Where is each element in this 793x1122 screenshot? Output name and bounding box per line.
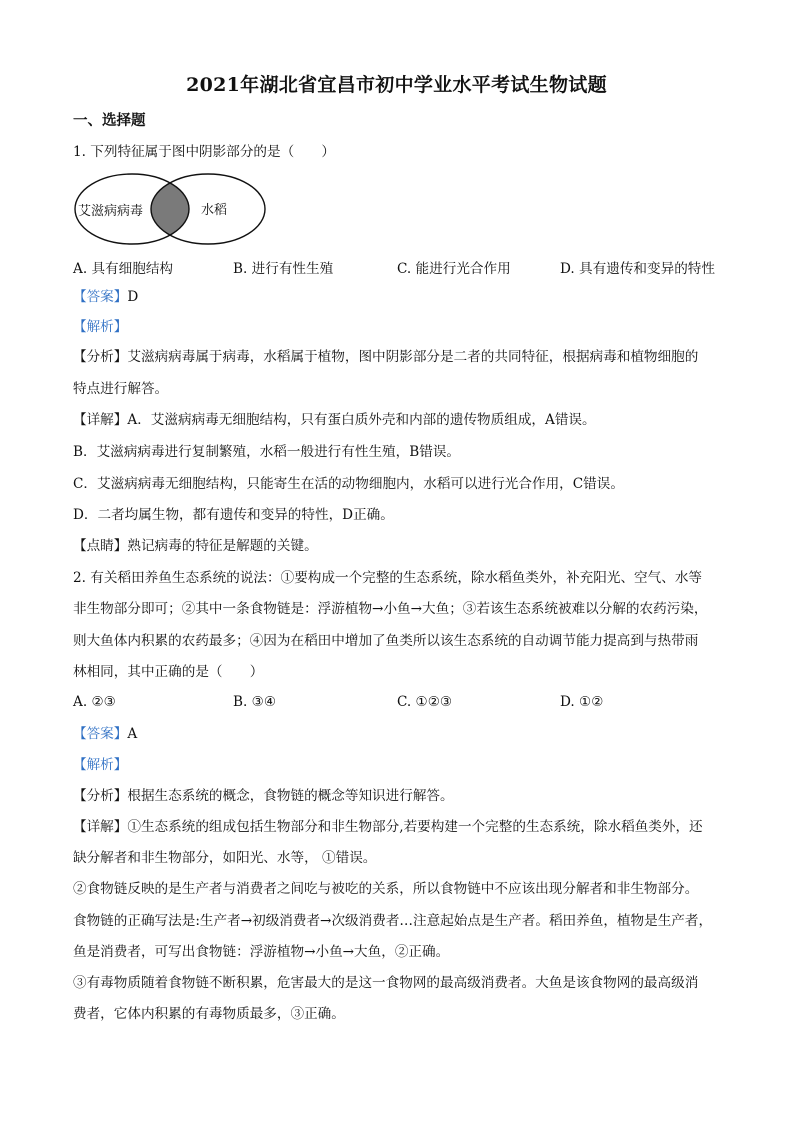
q1-explain-c: C．艾滋病病毒无细胞结构，只能寄生在活的动物细胞内，水稻可以进行光合作用，C错误。 bbox=[73, 476, 624, 492]
q1-explain-b: B．艾滋病病毒进行复制繁殖，水稻一般进行有性生殖，B错误。 bbox=[73, 444, 461, 460]
q1-stem: 1. 下列特征属于图中阴影部分的是（ ） bbox=[73, 144, 335, 160]
q2-fenxi bbox=[73, 787, 723, 805]
dianjing-tag: 【点睛】 bbox=[73, 538, 128, 554]
answer-value: D bbox=[127, 289, 139, 305]
q1-option-b: B. 进行有性生殖 bbox=[233, 261, 334, 277]
xiangjie-tag: 【详解】 bbox=[73, 412, 128, 428]
q1-option-a: A. 具有细胞结构 bbox=[73, 261, 174, 277]
q1-answer bbox=[73, 288, 723, 306]
xiangjie-text: ①生态系统的组成包括生物部分和非生物部分,若要构建一个完整的生态系统，除水稻鱼类外，还 bbox=[127, 819, 703, 835]
answer-value: A bbox=[127, 726, 138, 742]
xiangjie-text: A．艾滋病病毒无细胞结构，只有蛋白质外壳和内部的遗传物质组成，A错误。 bbox=[127, 412, 596, 428]
xiangjie-tag: 【详解】 bbox=[73, 819, 128, 835]
venn-diagram bbox=[73, 172, 268, 246]
q2-answer bbox=[73, 725, 723, 743]
q2-para3-line-1: ③有毒物质随着食物链不断积累，危害最大的是这一食物网的最高级消费者。大鱼是该食物网的最高级消 bbox=[73, 975, 699, 991]
q2-xiangjie bbox=[73, 818, 723, 836]
q2-para2-line-1: ②食物链反映的是生产者与消费者之间吃与被吃的关系，所以食物链中不应该出现分解者和非生物部分。 bbox=[73, 881, 699, 897]
q2-analysis-heading bbox=[73, 756, 723, 774]
page-title: 2021年湖北省宜昌市初中学业水平考试生物试题 bbox=[186, 74, 607, 96]
q2-para3-line-2: 费者，它体内积累的有毒物质最多，③正确。 bbox=[73, 1006, 345, 1022]
q2-stem-line-1: 2. 有关稻田养鱼生态系统的说法：①要构成一个完整的生态系统，除水稻鱼类外，补充阳光、空气、水等 bbox=[73, 570, 703, 586]
q1-option-d: D. 具有遗传和变异的特性 bbox=[560, 261, 715, 277]
q1-option-c: C. 能进行光合作用 bbox=[397, 261, 511, 277]
q1-fenxi-cont: 特点进行解答。 bbox=[73, 381, 169, 397]
fenxi-text: 艾滋病病毒属于病毒，水稻属于植物，图中阴影部分是二者的共同特征，根据病毒和植物细胞的 bbox=[127, 349, 699, 365]
dianjing-text: 熟记病毒的特征是解题的关键。 bbox=[127, 538, 318, 554]
analysis-tag: 【解析】 bbox=[73, 319, 128, 335]
answer-tag: 【答案】 bbox=[73, 289, 128, 305]
answer-tag: 【答案】 bbox=[73, 726, 128, 742]
venn-right-label: 水稻 bbox=[201, 203, 228, 218]
q2-para2-line-3: 鱼是消费者，可写出食物链：浮游植物→小鱼→大鱼，②正确。 bbox=[73, 944, 450, 960]
q1-fenxi bbox=[73, 348, 723, 366]
q2-stem-line-4: 林相同，其中正确的是（ ） bbox=[73, 664, 264, 680]
fenxi-tag: 【分析】 bbox=[73, 788, 128, 804]
q2-stem-line-3: 则大鱼体内积累的农药最多；④因为在稻田中增加了鱼类所以该生态系统的自动调节能力提高到与热带雨 bbox=[73, 633, 699, 649]
venn-left-label: 艾滋病病毒 bbox=[78, 204, 144, 219]
q2-para2-line-2: 食物链的正确写法是:生产者→初级消费者→次级消费者…注意起始点是生产者。稻田养鱼，植物是生产者， bbox=[73, 913, 713, 929]
fenxi-text: 根据生态系统的概念，食物链的概念等知识进行解答。 bbox=[127, 788, 454, 804]
q2-option-c: C. ①②③ bbox=[397, 694, 453, 710]
analysis-tag: 【解析】 bbox=[73, 757, 128, 773]
q2-xiangjie-cont: 缺分解者和非生物部分，如阳光、水等， ①错误。 bbox=[73, 850, 377, 866]
q2-option-d: D. ①② bbox=[560, 694, 604, 710]
fenxi-tag: 【分析】 bbox=[73, 349, 128, 365]
q2-option-b: B. ③④ bbox=[233, 694, 277, 710]
q1-explain-d: D．二者均属生物，都有遗传和变异的特性，D正确。 bbox=[73, 507, 394, 523]
q2-stem-line-2: 非生物部分即可；②其中一条食物链是：浮游植物→小鱼→大鱼；③若该生态系统被难以分解的农药污染， bbox=[73, 601, 708, 617]
q1-xiangjie bbox=[73, 411, 723, 429]
q1-dianjing bbox=[73, 537, 723, 555]
section-heading: 一、选择题 bbox=[73, 112, 146, 129]
q1-analysis-heading bbox=[73, 318, 723, 336]
q2-option-a: A. ②③ bbox=[73, 694, 116, 710]
